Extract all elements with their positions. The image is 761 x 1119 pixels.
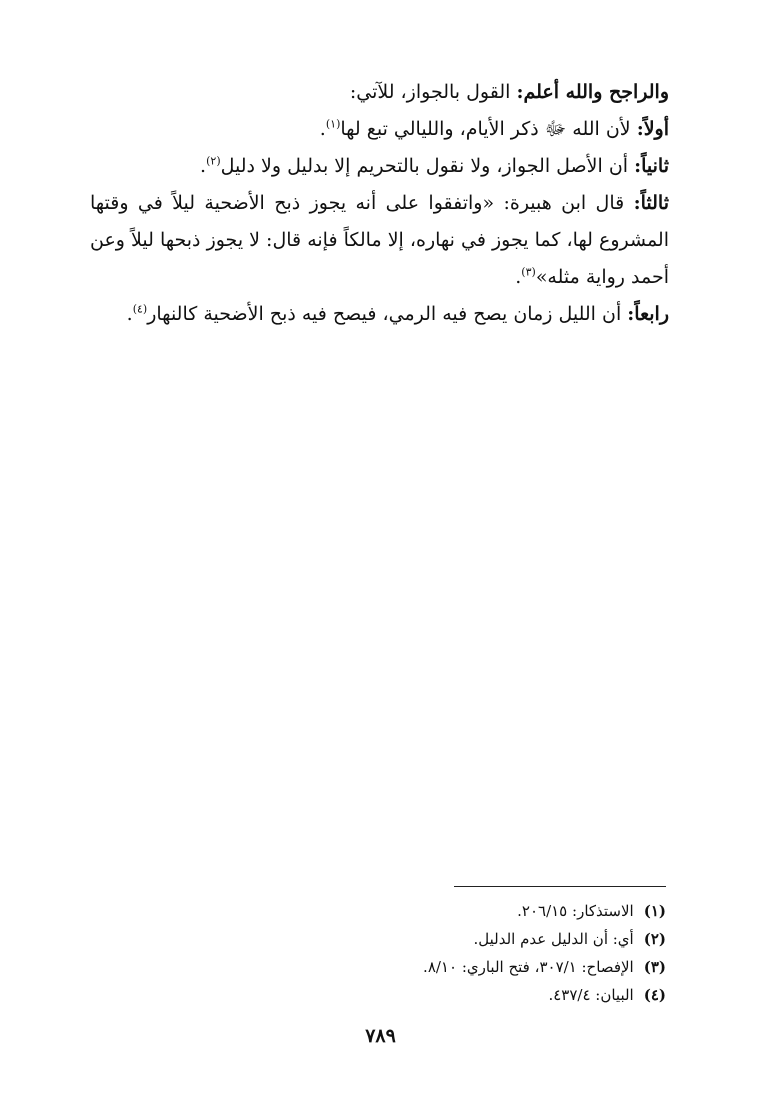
point-1-text: لأن الله ﷻ ذكر الأيام، والليالي تبع لها bbox=[340, 118, 637, 140]
point-2-text: أن الأصل الجواز، ولا نقول بالتحريم إلا بدليل ولا دليل bbox=[220, 155, 635, 177]
intro-lead: والراجح والله أعلم: bbox=[516, 81, 669, 103]
footnote-4 bbox=[90, 981, 666, 1009]
footnote-ref-4[interactable]: (٤) bbox=[132, 302, 148, 316]
footnote-2-text: أي: أن الدليل عدم الدليل. bbox=[473, 930, 634, 948]
footnotes bbox=[90, 897, 666, 1009]
footnote-1-number: (١) bbox=[643, 902, 666, 920]
footnote-ref-1[interactable]: (١) bbox=[325, 117, 341, 131]
point-3-text: قال ابن هبيرة: «واتفقوا على أنه يجوز ذبح الأضحية ليلاً في وقتها المشروع لها، كما يجوز في نهاره، إلا مالكاً فإنه قال: لا يجوز ذبحها ليلاً وعن أحمد رواية مثله» bbox=[90, 192, 669, 288]
footnote-3-number: (٣) bbox=[643, 958, 666, 976]
footnote-ref-3[interactable]: (٣) bbox=[521, 265, 536, 279]
point-2-tail: . bbox=[200, 155, 207, 177]
point-4-lead: رابعاً: bbox=[627, 303, 669, 325]
footnote-3-text: الإفصاح: ٣٠٧/١، فتح الباري: ٨/١٠. bbox=[423, 958, 634, 976]
main-text bbox=[90, 74, 669, 333]
intro-text: القول بالجواز، للآتي: bbox=[349, 81, 517, 103]
point-3-lead: ثالثاً: bbox=[633, 192, 669, 214]
footnote-4-number: (٤) bbox=[643, 986, 666, 1004]
footnote-4-text: البيان: ٤٣٧/٤. bbox=[548, 986, 634, 1004]
footnote-1-text: الاستذكار: ٢٠٦/١٥. bbox=[517, 902, 634, 920]
footnote-1 bbox=[90, 897, 666, 925]
paragraph-intro bbox=[90, 74, 669, 111]
footnote-divider bbox=[454, 886, 666, 887]
footnote-ref-2[interactable]: (٢) bbox=[206, 154, 221, 168]
page-number: ٧٨٩ bbox=[365, 1025, 396, 1047]
point-4-text: أن الليل زمان يصح فيه الرمي، فيصح فيه ذبح الأضحية كالنهار bbox=[147, 303, 628, 325]
point-1-lead: أولاً: bbox=[636, 118, 669, 140]
point-2-lead: ثانياً: bbox=[634, 155, 669, 177]
footnote-2-number: (٢) bbox=[643, 930, 666, 948]
paragraph-point-2 bbox=[90, 148, 669, 185]
paragraph-point-1 bbox=[90, 111, 669, 148]
point-1-tail: . bbox=[319, 118, 326, 140]
point-3-tail: . bbox=[515, 266, 522, 288]
point-4-tail: . bbox=[126, 303, 133, 325]
footnote-2 bbox=[90, 925, 666, 953]
paragraph-point-4 bbox=[90, 296, 669, 333]
paragraph-point-3 bbox=[90, 185, 669, 296]
footnote-3 bbox=[90, 953, 666, 981]
